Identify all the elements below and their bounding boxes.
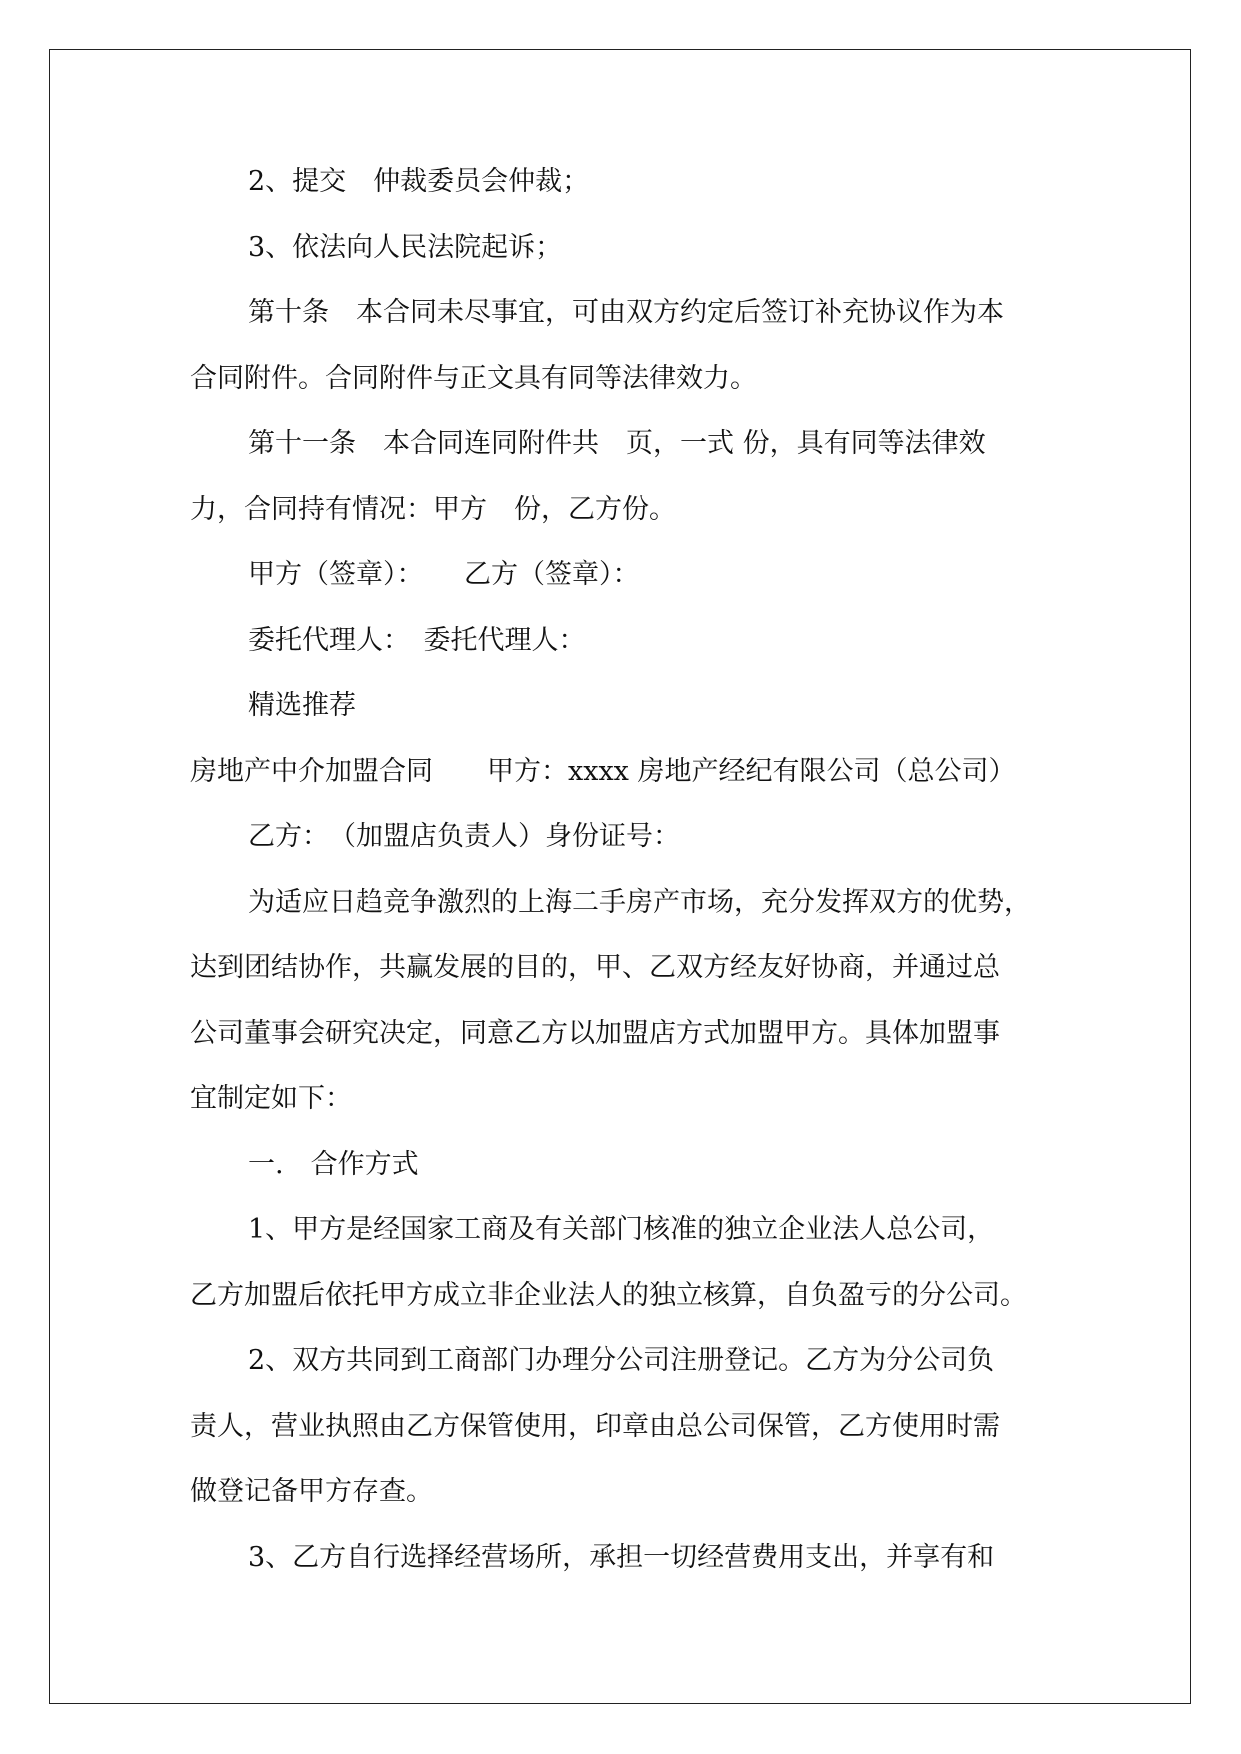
article-eleven-line-2: 力，合同持有情况：甲方 份，乙方份。 <box>190 493 676 525</box>
article-eleven-line-1: 第十一条 本合同连同附件共 页，一式 份，具有同等法律效 <box>248 428 986 459</box>
signature-line: 甲方（签章）： 乙方（签章）： <box>248 559 640 590</box>
section-heading: 一. 合作方式 <box>248 1148 419 1180</box>
agent-line: 委托代理人： 委托代理人： <box>248 624 586 656</box>
clause-line: 2、提交 仲裁委员会仲裁； <box>248 166 590 197</box>
article-ten-line-2: 合同附件。合同附件与正文具有同等法律效力。 <box>190 362 757 394</box>
preamble-line-3: 公司董事会研究决定，同意乙方以加盟店方式加盟甲方。具体加盟事 <box>190 1017 1000 1049</box>
item-two-line-3: 做登记备甲方存查。 <box>190 1476 433 1507</box>
preamble-line-2: 达到团结协作，共赢发展的目的，甲、乙双方经友好协商，并通过总 <box>190 952 1000 983</box>
preamble-line-4: 宜制定如下： <box>190 1083 352 1114</box>
document-body <box>190 158 1070 1599</box>
preamble-line-1: 为适应日趋竞争激烈的上海二手房产市场，充分发挥双方的优势， <box>248 886 1031 918</box>
item-two-line-1: 2、双方共同到工商部门办理分公司注册登记。乙方为分公司负 <box>248 1345 995 1376</box>
item-three-line-1: 3、乙方自行选择经营场所，承担一切经营费用支出，并享有和 <box>248 1541 995 1573</box>
item-one-line-2: 乙方加盟后依托甲方成立非企业法人的独立核算，自负盈亏的分公司。 <box>190 1279 1027 1311</box>
clause-line: 3、依法向人民法院起诉； <box>248 231 563 263</box>
contract-title-line: 房地产中介加盟合同 甲方：xxxx 房地产经纪有限公司（总公司） <box>190 755 1016 787</box>
recommendation-heading: 精选推荐 <box>248 690 356 721</box>
party-b-line: 乙方： （加盟店负责人）身份证号： <box>248 821 680 852</box>
article-ten-line-1: 第十条 本合同未尽事宜，可由双方约定后签订补充协议作为本 <box>248 297 1004 328</box>
item-two-line-2: 责人，营业执照由乙方保管使用，印章由总公司保管，乙方使用时需 <box>190 1410 1000 1442</box>
item-one-line-1: 1、甲方是经国家工商及有关部门核准的独立企业法人总公司， <box>248 1214 995 1245</box>
